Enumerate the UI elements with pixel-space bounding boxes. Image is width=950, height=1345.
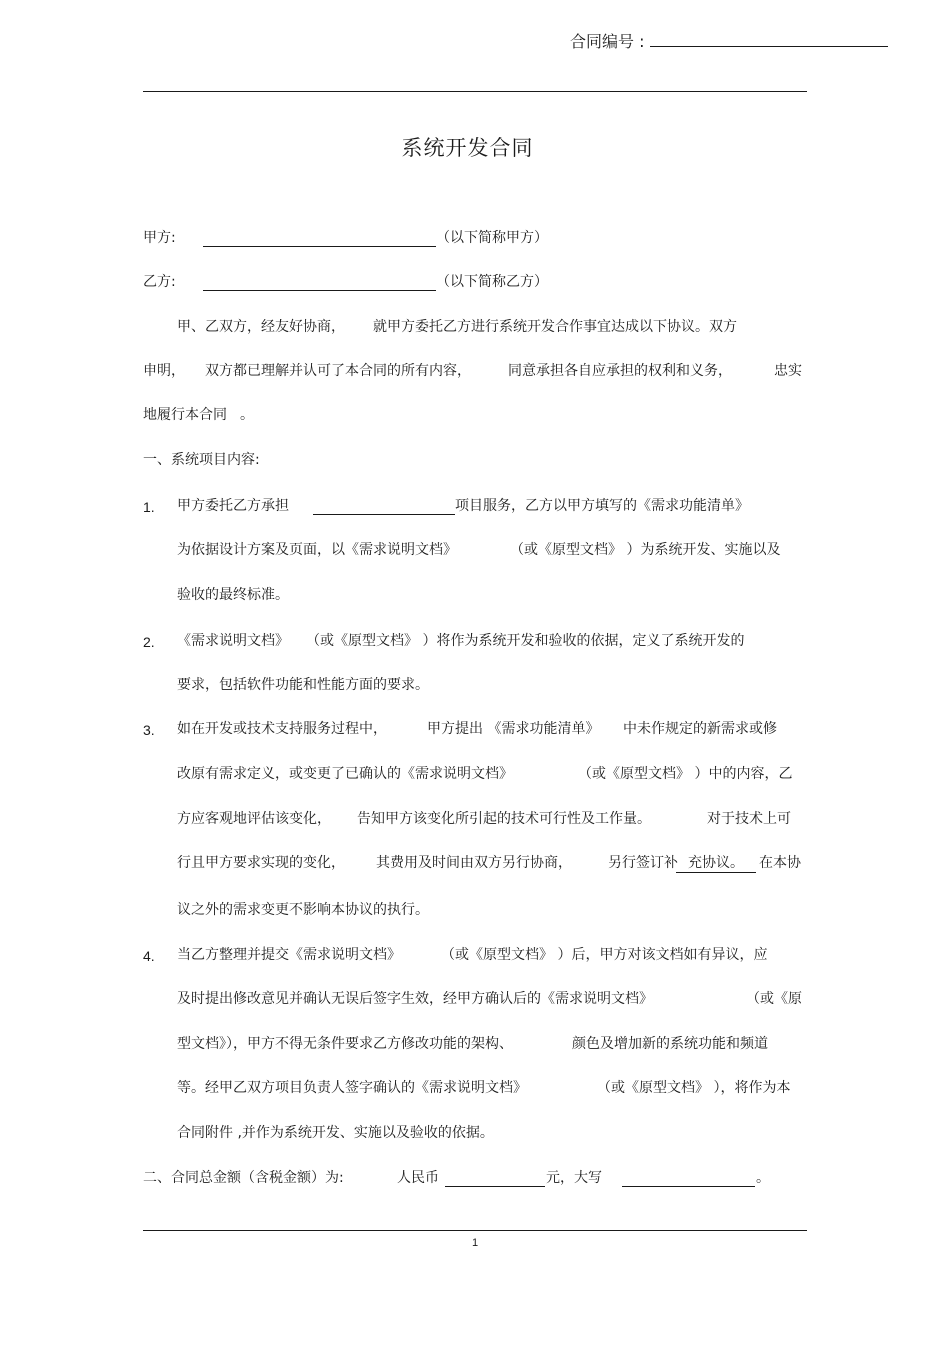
item-text: 型文档》），甲方不得无条件要求乙方修改功能的架构、 <box>177 1036 513 1052</box>
item-text: 项目服务，乙方以甲方填写的《需求功能清单》 <box>455 498 749 514</box>
amount-words-blank[interactable] <box>622 1170 755 1187</box>
item-text: （或《原型文档》 ）将作为系统开发和验收的依据，定义了系统开发的 <box>306 633 745 649</box>
contract-number-label: 合同编号 : <box>570 32 645 51</box>
item-text: （或《原型文档》 ），将作为本 <box>597 1080 791 1096</box>
item-text: 告知甲方该变化所引起的技术可行性及工作量。 <box>357 811 651 827</box>
party-b-blank[interactable] <box>203 274 436 291</box>
item-text: 合同附件 ,并作为系统开发、实施以及验收的依据。 <box>177 1125 494 1141</box>
intro-text: 地履行本合同 <box>143 407 227 423</box>
item-text: 甲方提出 《需求功能清单》 <box>427 721 600 737</box>
item-text-underlined: 充协议。 <box>688 855 744 871</box>
intro-text: 忠实 <box>774 363 802 379</box>
party-b-suffix: （以下简称乙方） <box>436 274 548 290</box>
item-number: 2. <box>143 634 155 650</box>
item-text: 及时提出修改意见并确认无误后签字生效，经甲方确认后的《需求说明文档》 <box>177 991 653 1007</box>
item-text: 如在开发或技术支持服务过程中， <box>177 721 387 737</box>
rmb-label: 人民币 <box>397 1170 439 1186</box>
item-text: 在本协 <box>759 855 801 871</box>
item-text: 改原有需求定义，或变更了已确认的《需求说明文档》 <box>177 766 513 782</box>
project-name-blank[interactable] <box>313 498 455 515</box>
party-a-blank[interactable] <box>203 230 436 247</box>
item-text: （或《原型文档》 ）为系统开发、实施以及 <box>510 542 781 558</box>
header-rule <box>143 91 807 92</box>
item-text: （或《原 <box>746 991 802 1007</box>
document-title: 系统开发合同 <box>401 136 534 160</box>
item-number: 1. <box>143 499 155 515</box>
item-text: 要求，包括软件功能和性能方面的要求。 <box>177 677 429 693</box>
contract-number-blank[interactable] <box>650 30 888 47</box>
item-text: 其费用及时间由双方另行协商， <box>376 855 572 871</box>
item-text: 中未作规定的新需求或修 <box>623 721 777 737</box>
item-text: （或《原型文档》 ）中的内容，乙 <box>578 766 793 782</box>
item-text: 行且甲方要求实现的变化， <box>177 855 345 871</box>
contract-number-field <box>570 30 888 52</box>
item-text: 《需求说明文档》 <box>177 633 289 649</box>
intro-text: 同意承担各自应承担的权利和义务， <box>508 363 732 379</box>
intro-text: 申明， <box>143 363 185 379</box>
item-text: 方应客观地评估该变化， <box>177 811 331 827</box>
item-text: 议之外的需求变更不影响本协议的执行。 <box>177 902 429 918</box>
item-text: 等。经甲乙双方项目负责人签字确认的《需求说明文档》 <box>177 1080 527 1096</box>
item-text: 为依据设计方案及页面，以《需求说明文档》 <box>177 542 457 558</box>
page-number: 1 <box>471 1237 479 1249</box>
amount-words-label: 元，大写 <box>546 1170 602 1186</box>
amount-figure-blank[interactable] <box>445 1170 545 1187</box>
item-text: 对于技术上可 <box>707 811 791 827</box>
party-a-suffix: （以下简称甲方） <box>436 230 548 246</box>
item-text: 颜色及增加新的系统功能和频道 <box>572 1036 768 1052</box>
section-heading: 一、系统项目内容: <box>143 452 260 468</box>
intro-text: 。 <box>240 407 254 423</box>
item-text: 甲方委托乙方承担 <box>177 498 289 514</box>
item-text: 当乙方整理并提交《需求说明文档》 <box>177 947 401 963</box>
section-heading: 二、合同总金额（含税金额）为: <box>143 1170 344 1186</box>
supplement-underline <box>676 872 756 873</box>
item-text: 另行签订补 <box>608 855 678 871</box>
party-b-label: 乙方: <box>143 274 176 290</box>
intro-text: 双方都已理解并认可了本合同的所有内容， <box>205 363 471 379</box>
item-number: 4. <box>143 948 155 964</box>
footer-rule <box>143 1230 807 1231</box>
intro-text: 就甲方委托乙方进行系统开发合作事宜达成以下协议。双方 <box>373 319 737 335</box>
item-number: 3. <box>143 722 155 738</box>
section-end-mark: 。 <box>756 1170 770 1186</box>
party-a-label: 甲方: <box>143 230 176 246</box>
item-text: 验收的最终标准。 <box>177 587 289 603</box>
item-text: （或《原型文档》 ）后，甲方对该文档如有异议，应 <box>441 947 768 963</box>
intro-text: 甲、乙双方，经友好协商， <box>177 319 345 335</box>
